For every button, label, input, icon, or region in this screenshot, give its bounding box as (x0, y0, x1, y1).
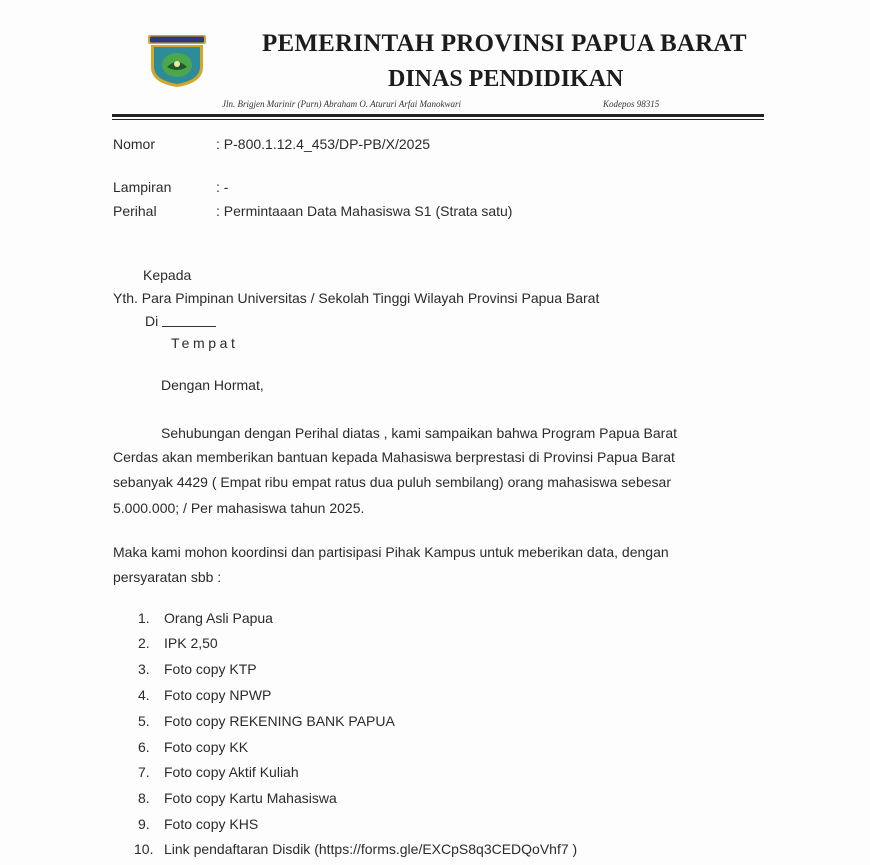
letterhead-agency: DINAS PENDIDIKAN (388, 66, 624, 92)
requirement-item: Foto copy KHS (164, 816, 259, 832)
greeting: Dengan Hormat, (161, 377, 264, 393)
papua-barat-emblem-icon (145, 33, 209, 89)
requirement-number: 10. (134, 841, 154, 857)
lampiran-label: Lampiran (113, 179, 172, 195)
letterhead-government: PEMERINTAH PROVINSI PAPUA BARAT (262, 30, 747, 57)
requirement-item: Foto copy KK (164, 739, 249, 755)
requirement-item: Foto copy NPWP (164, 687, 272, 703)
requirement-number: 8. (138, 790, 150, 806)
nomor-value: : P-800.1.12.4_453/DP-PB/X/2025 (216, 136, 431, 152)
requirement-number: 1. (138, 610, 150, 626)
requirement-item: IPK 2,50 (164, 635, 218, 651)
perihal-label: Perihal (113, 203, 157, 219)
requirement-number: 9. (138, 816, 150, 832)
recipient-di-underline (162, 326, 216, 327)
requirement-number: 7. (138, 764, 150, 780)
requirement-item: Foto copy Aktif Kuliah (164, 764, 299, 780)
letterhead-address: Jln. Brigjen Marinir (Purn) Abraham O. Atururi Arfai Manokwari (222, 99, 462, 109)
paragraph-line: Cerdas akan memberikan bantuan kepada Mahasiswa berprestasi di Provinsi Papua Barat (113, 449, 675, 465)
letterhead-postal-code: Kodepos 98315 (603, 99, 660, 109)
requirement-number: 6. (138, 739, 150, 755)
requirement-item: Foto copy REKENING BANK PAPUA (164, 713, 395, 729)
paragraph-line: Sehubungan dengan Perihal diatas , kami sampaikan bahwa Program Papua Barat (161, 425, 677, 441)
requirement-item: Orang Asli Papua (164, 610, 273, 626)
recipient-di: Di (145, 313, 159, 329)
requirement-item: Foto copy Kartu Mahasiswa (164, 790, 337, 806)
paragraph-line: persyaratan sbb : (113, 569, 222, 585)
requirement-registration-link[interactable]: Link pendaftaran Disdik (https://forms.gle/EXCpS8q3CEDQoVhf7 ) (164, 841, 578, 857)
paragraph-line: Maka kami mohon koordinsi dan partisipasi Pihak Kampus untuk meberikan data, dengan (113, 544, 669, 560)
requirement-number: 5. (138, 713, 150, 729)
recipient-tempat: Tempat (171, 335, 239, 351)
requirement-item: Foto copy KTP (164, 661, 257, 677)
requirement-number: 4. (138, 687, 150, 703)
requirement-number: 3. (138, 661, 150, 677)
letterhead-rule-thin (112, 119, 764, 120)
recipient-yth: Yth. Para Pimpinan Universitas / Sekolah Tinggi Wilayah Provinsi Papua Barat (113, 290, 600, 306)
recipient-kepada: Kepada (143, 267, 192, 283)
letterhead-rule-thick (112, 114, 764, 117)
paragraph-line: sebanyak 4429 ( Empat ribu empat ratus dua puluh sembilang) orang mahasiswa sebesar (113, 474, 671, 490)
requirement-number: 2. (138, 635, 150, 651)
lampiran-value: : - (216, 179, 229, 195)
perihal-value: : Permintaaan Data Mahasiswa S1 (Strata satu) (216, 203, 513, 219)
nomor-label: Nomor (113, 136, 156, 152)
paragraph-line: 5.000.000; / Per mahasiswa tahun 2025. (113, 500, 365, 516)
